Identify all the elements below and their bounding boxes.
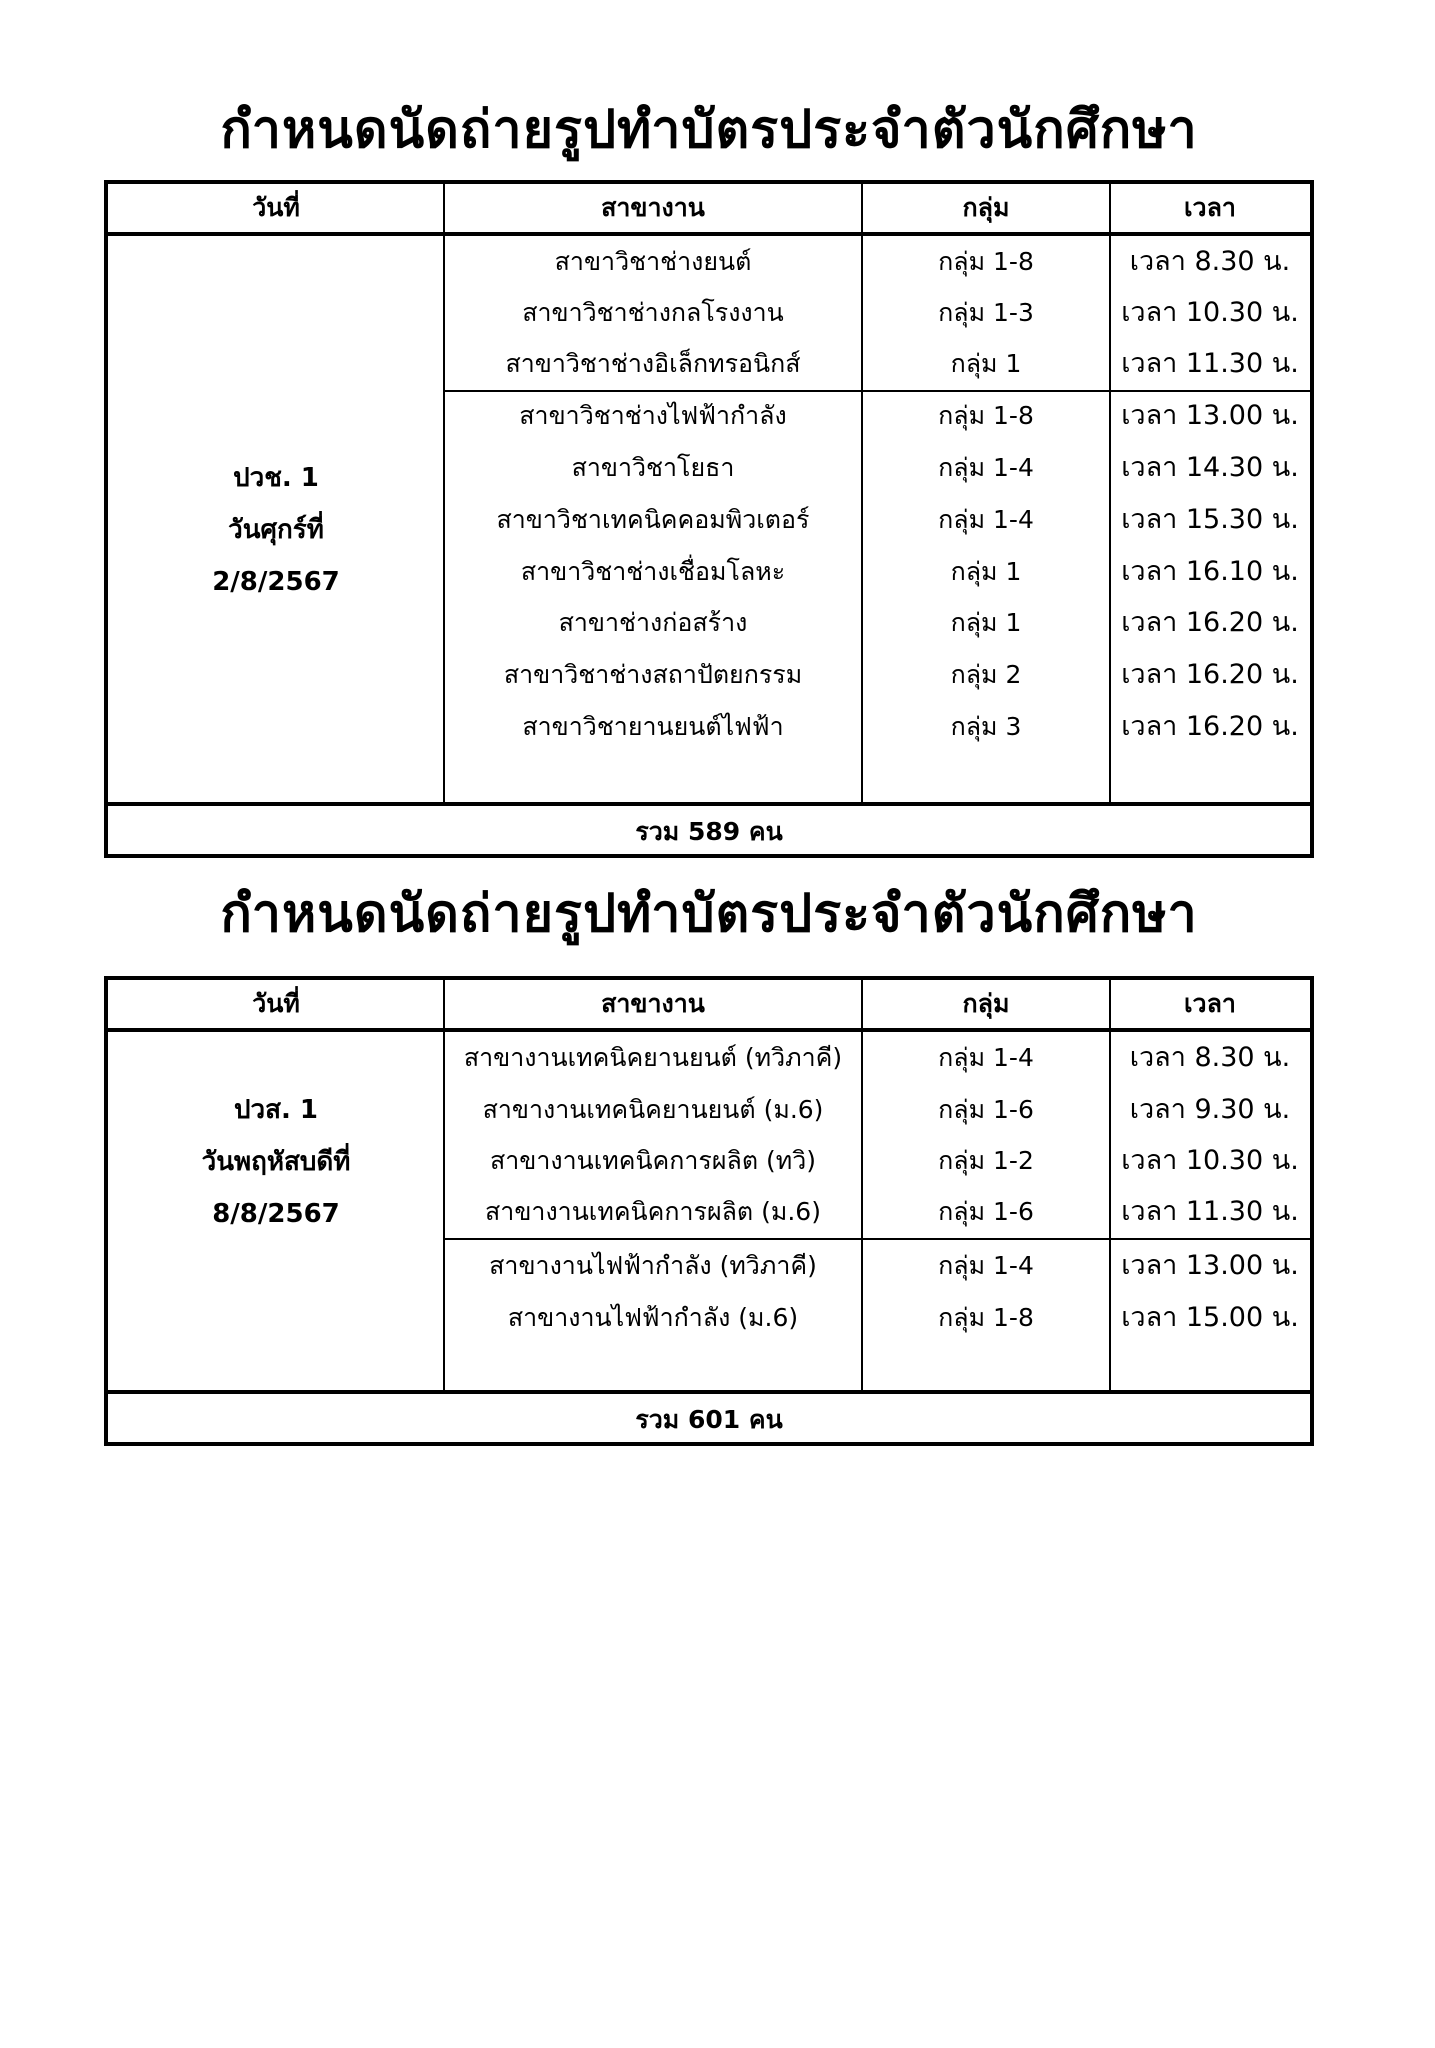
major-cell: สาขาวิชาช่างเชื่อมโลหะ	[520, 557, 786, 586]
major-cell: สาขาวิชาช่างยนต์	[554, 247, 752, 276]
group-cell: กลุ่ม 1-8	[938, 1303, 1034, 1332]
major-cell: สาขาวิชาช่างอิเล็กทรอนิกส์	[505, 349, 801, 378]
major-cell: สาขางานเทคนิคการผลิต (ทวิ)	[489, 1146, 817, 1175]
table-row	[108, 338, 1310, 390]
major-cell: สาขาช่างก่อสร้าง	[558, 608, 748, 637]
table-row	[108, 390, 1310, 442]
group-cell: กลุ่ม 1-3	[938, 298, 1034, 327]
table-row	[108, 287, 1310, 339]
table-row	[108, 442, 1310, 494]
time-cell: เวลา 13.00 น.	[1121, 400, 1299, 431]
header-time: เวลา	[1184, 989, 1236, 1018]
date-label: 8/8/2567	[212, 1199, 340, 1229]
schedule-title-1: กำหนดนัดถ่ายรูปทำบัตรประจำตัวนักศึกษา	[220, 100, 1198, 160]
header-date: วันที่	[252, 989, 300, 1018]
time-cell: เวลา 11.30 น.	[1121, 348, 1299, 379]
table-row	[108, 1240, 1310, 1292]
level-label: ปวส. 1	[234, 1095, 318, 1125]
time-cell: เวลา 9.30 น.	[1129, 1094, 1291, 1125]
time-cell: เวลา 11.30 น.	[1121, 1196, 1299, 1227]
time-cell: เวลา 16.20 น.	[1121, 607, 1299, 638]
table-row	[108, 649, 1310, 701]
group-cell: กลุ่ม 1-6	[938, 1197, 1034, 1226]
major-cell: สาขางานไฟฟ้ากำลัง (ทวิภาคี)	[489, 1251, 817, 1280]
day-label: วันศุกร์ที่	[228, 515, 324, 545]
major-cell: สาขาวิชาโยธา	[571, 453, 735, 482]
header-time: เวลา	[1184, 193, 1236, 222]
group-cell: กลุ่ม 1	[950, 349, 1022, 378]
group-cell: กลุ่ม 1-8	[938, 247, 1034, 276]
table-row	[108, 1084, 1310, 1136]
schedule-table-1	[104, 180, 1314, 858]
group-cell: กลุ่ม 1	[950, 557, 1022, 586]
group-cell: กลุ่ม 1-6	[938, 1095, 1034, 1124]
schedule-title-2: กำหนดนัดถ่ายรูปทำบัตรประจำตัวนักศึกษา	[220, 884, 1198, 944]
header-major: สาขางาน	[601, 193, 705, 222]
level-label: ปวช. 1	[233, 463, 319, 493]
time-cell: เวลา 13.00 น.	[1121, 1250, 1299, 1281]
table-row	[108, 546, 1310, 598]
total-row: รวม 589 คน	[108, 802, 1310, 854]
time-cell: เวลา 14.30 น.	[1121, 452, 1299, 483]
time-cell: เวลา 16.20 น.	[1121, 711, 1299, 742]
major-cell: สาขางานเทคนิคยานยนต์ (ทวิภาคี)	[463, 1043, 843, 1072]
time-cell: เวลา 15.00 น.	[1121, 1302, 1299, 1333]
time-cell: เวลา 8.30 น.	[1129, 246, 1291, 277]
table-header	[108, 184, 1310, 236]
major-cell: สาขาวิชายานยนต์ไฟฟ้า	[522, 712, 784, 741]
header-group: กลุ่ม	[962, 193, 1010, 222]
table-row	[108, 1292, 1310, 1344]
major-cell: สาขาวิชาช่างกลโรงงาน	[522, 298, 784, 327]
table-row	[108, 494, 1310, 546]
major-cell: สาขาวิชาช่างสถาปัตยกรรม	[503, 660, 803, 689]
group-cell: กลุ่ม 3	[950, 712, 1022, 741]
table-row	[108, 597, 1310, 649]
time-cell: เวลา 8.30 น.	[1129, 1042, 1291, 1073]
major-cell: สาขาวิชาเทคนิคคอมพิวเตอร์	[496, 505, 810, 534]
schedule-table-2	[104, 976, 1314, 1446]
table-row	[108, 236, 1310, 288]
total-row: รวม 601 คน	[108, 1390, 1310, 1442]
table-header	[108, 980, 1310, 1032]
group-cell: กลุ่ม 1-4	[938, 1043, 1034, 1072]
group-cell: กลุ่ม 1-4	[938, 1251, 1034, 1280]
day-label: วันพฤหัสบดีที่	[201, 1147, 351, 1177]
group-cell: กลุ่ม 1-4	[938, 453, 1034, 482]
group-cell: กลุ่ม 1-4	[938, 505, 1034, 534]
table-row	[108, 1135, 1310, 1187]
header-group: กลุ่ม	[962, 989, 1010, 1018]
time-cell: เวลา 10.30 น.	[1121, 1145, 1299, 1176]
time-cell: เวลา 10.30 น.	[1121, 297, 1299, 328]
table-row	[108, 1186, 1310, 1238]
group-cell: กลุ่ม 1	[950, 608, 1022, 637]
table-row	[108, 701, 1310, 753]
time-cell: เวลา 15.30 น.	[1121, 504, 1299, 535]
time-cell: เวลา 16.10 น.	[1121, 556, 1299, 587]
date-label: 2/8/2567	[212, 567, 340, 597]
time-cell: เวลา 16.20 น.	[1121, 659, 1299, 690]
header-date: วันที่	[252, 193, 300, 222]
major-cell: สาขางานเทคนิคยานยนต์ (ม.6)	[482, 1095, 824, 1124]
major-cell: สาขางานเทคนิคการผลิต (ม.6)	[485, 1197, 821, 1226]
group-cell: กลุ่ม 1-2	[938, 1146, 1034, 1175]
group-cell: กลุ่ม 1-8	[938, 401, 1034, 430]
group-cell: กลุ่ม 2	[950, 660, 1022, 689]
major-cell: สาขางานไฟฟ้ากำลัง (ม.6)	[507, 1303, 799, 1332]
table-row	[108, 1032, 1310, 1084]
major-cell: สาขาวิชาช่างไฟฟ้ากำลัง	[519, 401, 787, 430]
header-major: สาขางาน	[601, 989, 705, 1018]
